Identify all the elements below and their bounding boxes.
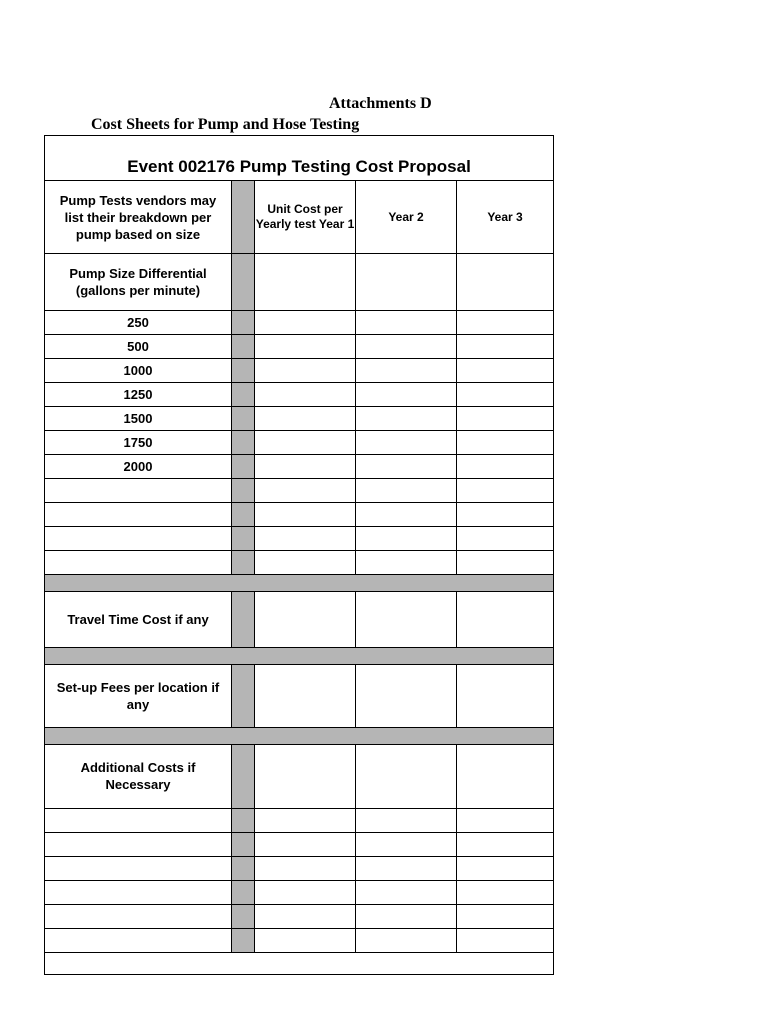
year2-cell[interactable]	[356, 833, 457, 857]
blank-row-cell[interactable]	[45, 905, 232, 929]
table-footer-row	[45, 953, 554, 975]
table-title: Event 002176 Pump Testing Cost Proposal	[45, 136, 554, 181]
shaded-column-cell	[232, 833, 255, 857]
additional-costs-label: Additional Costs if Necessary	[45, 745, 232, 809]
year2-cell[interactable]	[356, 551, 457, 575]
year3-cell[interactable]	[457, 335, 554, 359]
blank-row-cell[interactable]	[45, 833, 232, 857]
year2-cell[interactable]	[356, 407, 457, 431]
shaded-column-cell	[232, 745, 255, 809]
year1-cell[interactable]	[255, 311, 356, 335]
shaded-column-cell	[232, 383, 255, 407]
shaded-column-cell	[232, 181, 255, 254]
blank-row-cell[interactable]	[45, 527, 232, 551]
shaded-column-cell	[232, 455, 255, 479]
year3-cell[interactable]	[457, 905, 554, 929]
year2-cell[interactable]	[356, 254, 457, 311]
year3-cell[interactable]	[457, 503, 554, 527]
shaded-column-cell	[232, 857, 255, 881]
vendor-instructions-header: Pump Tests vendors may list their breakdown per pump based on size	[45, 181, 232, 254]
year2-cell[interactable]	[356, 311, 457, 335]
shaded-column-cell	[232, 592, 255, 648]
year3-cell[interactable]	[457, 431, 554, 455]
year1-cell[interactable]	[255, 809, 356, 833]
blank-row-cell[interactable]	[45, 857, 232, 881]
cost-proposal-table	[44, 135, 554, 975]
year3-cell[interactable]	[457, 311, 554, 335]
year3-cell[interactable]	[457, 407, 554, 431]
pump-size-row: 1000	[45, 359, 232, 383]
sheet-subtitle: Cost Sheets for Pump and Hose Testing	[91, 116, 360, 133]
year1-cell[interactable]	[255, 592, 356, 648]
year3-cell[interactable]	[457, 665, 554, 728]
shaded-column-cell	[232, 311, 255, 335]
year1-cell[interactable]	[255, 857, 356, 881]
year2-cell[interactable]	[356, 359, 457, 383]
year2-cell[interactable]	[356, 335, 457, 359]
year1-cell[interactable]	[255, 431, 356, 455]
year2-cell[interactable]	[356, 383, 457, 407]
year1-cell[interactable]	[255, 905, 356, 929]
section-separator	[45, 575, 554, 592]
year1-cell[interactable]	[255, 503, 356, 527]
year3-cell[interactable]	[457, 745, 554, 809]
year2-cell[interactable]	[356, 857, 457, 881]
year3-cell[interactable]	[457, 383, 554, 407]
year2-header: Year 2	[356, 181, 457, 254]
shaded-column-cell	[232, 479, 255, 503]
year1-cell[interactable]	[255, 929, 356, 953]
year2-cell[interactable]	[356, 479, 457, 503]
year1-header: Unit Cost per Yearly test Year 1	[255, 181, 356, 254]
blank-row-cell[interactable]	[45, 479, 232, 503]
year1-cell[interactable]	[255, 551, 356, 575]
shaded-column-cell	[232, 503, 255, 527]
attachment-heading: Attachments D	[329, 95, 432, 112]
year1-cell[interactable]	[255, 745, 356, 809]
section-separator	[45, 728, 554, 745]
year3-cell[interactable]	[457, 592, 554, 648]
blank-row-cell[interactable]	[45, 881, 232, 905]
shaded-column-cell	[232, 929, 255, 953]
year3-cell[interactable]	[457, 809, 554, 833]
pump-size-row: 1750	[45, 431, 232, 455]
year1-cell[interactable]	[255, 407, 356, 431]
year3-cell[interactable]	[457, 833, 554, 857]
shaded-column-cell	[232, 527, 255, 551]
year2-cell[interactable]	[356, 431, 457, 455]
shaded-column-cell	[232, 809, 255, 833]
pump-size-row: 500	[45, 335, 232, 359]
shaded-column-cell	[232, 335, 255, 359]
shaded-column-cell	[232, 359, 255, 383]
year2-cell[interactable]	[356, 745, 457, 809]
year3-cell[interactable]	[457, 254, 554, 311]
year2-cell[interactable]	[356, 527, 457, 551]
year3-cell[interactable]	[457, 527, 554, 551]
year1-cell[interactable]	[255, 833, 356, 857]
blank-row-cell[interactable]	[45, 503, 232, 527]
pump-size-row: 1250	[45, 383, 232, 407]
blank-row-cell[interactable]	[45, 809, 232, 833]
year2-cell[interactable]	[356, 503, 457, 527]
year2-cell[interactable]	[356, 592, 457, 648]
shaded-column-cell	[232, 407, 255, 431]
setup-fees-label: Set-up Fees per location if any	[45, 665, 232, 728]
year2-cell[interactable]	[356, 905, 457, 929]
pump-size-row: 1500	[45, 407, 232, 431]
year1-cell[interactable]	[255, 335, 356, 359]
year1-cell[interactable]	[255, 359, 356, 383]
shaded-column-cell	[232, 905, 255, 929]
shaded-column-cell	[232, 665, 255, 728]
year1-cell[interactable]	[255, 383, 356, 407]
year1-cell[interactable]	[255, 665, 356, 728]
year3-cell[interactable]	[457, 857, 554, 881]
year3-cell[interactable]	[457, 455, 554, 479]
shaded-column-cell	[232, 551, 255, 575]
year1-cell[interactable]	[255, 254, 356, 311]
shaded-column-cell	[232, 431, 255, 455]
year3-header: Year 3	[457, 181, 554, 254]
year2-cell[interactable]	[356, 929, 457, 953]
year2-cell[interactable]	[356, 455, 457, 479]
year1-cell[interactable]	[255, 527, 356, 551]
blank-row-cell[interactable]	[45, 551, 232, 575]
year3-cell[interactable]	[457, 881, 554, 905]
year3-cell[interactable]	[457, 359, 554, 383]
pump-size-row: 250	[45, 311, 232, 335]
year2-cell[interactable]	[356, 809, 457, 833]
year1-cell[interactable]	[255, 479, 356, 503]
shaded-column-cell	[232, 254, 255, 311]
section-separator	[45, 648, 554, 665]
year2-cell[interactable]	[356, 881, 457, 905]
blank-row-cell[interactable]	[45, 929, 232, 953]
year3-cell[interactable]	[457, 551, 554, 575]
pump-size-label: Pump Size Differential (gallons per minute)	[45, 254, 232, 311]
year1-cell[interactable]	[255, 455, 356, 479]
year1-cell[interactable]	[255, 881, 356, 905]
shaded-column-cell	[232, 881, 255, 905]
year3-cell[interactable]	[457, 479, 554, 503]
pump-size-row: 2000	[45, 455, 232, 479]
travel-time-label: Travel Time Cost if any	[45, 592, 232, 648]
year3-cell[interactable]	[457, 929, 554, 953]
year2-cell[interactable]	[356, 665, 457, 728]
